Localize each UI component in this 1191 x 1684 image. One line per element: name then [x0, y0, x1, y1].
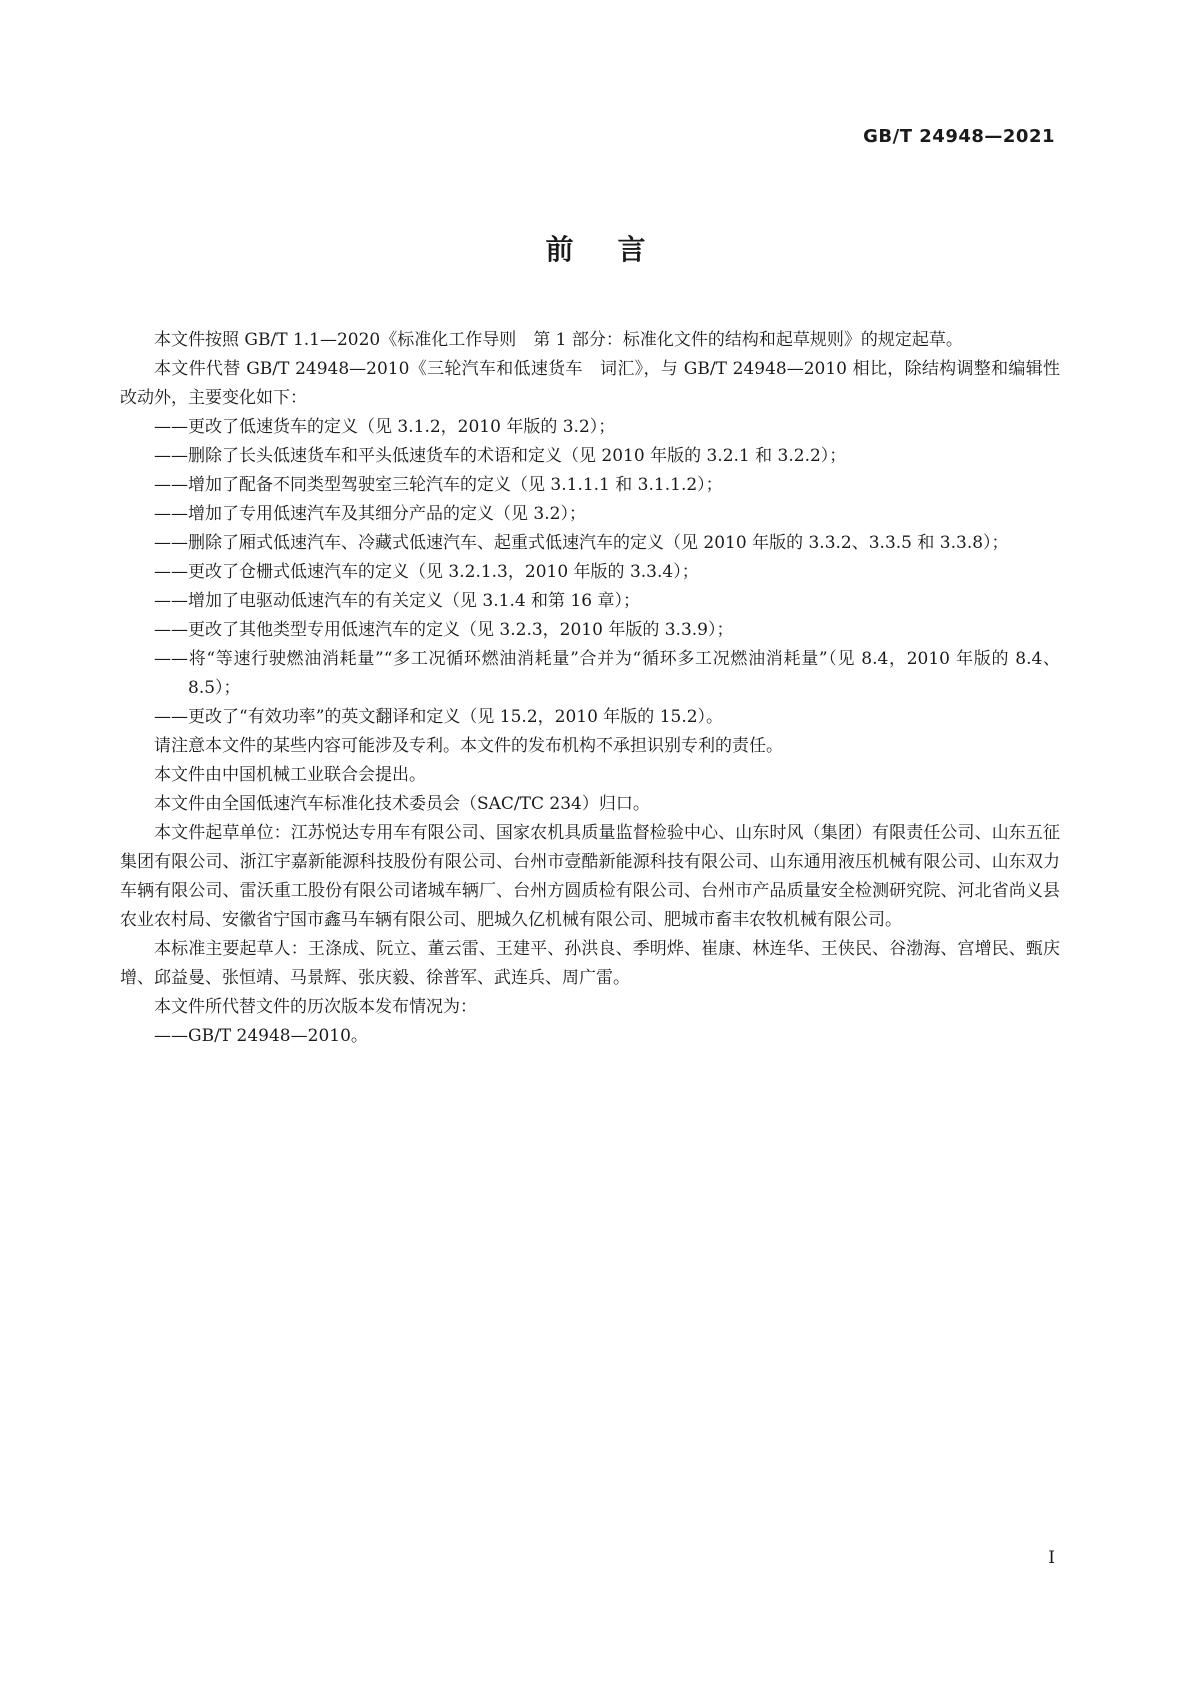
paragraph-drafting-units: 本文件起草单位：江苏悦达专用车有限公司、国家农机具质量监督检验中心、山东时风（集团）有限责任公司、山东五征集团有限公司、浙江宇嘉新能源科技股份有限公司、台州市壹酷新能源科技有限公司、山东通用液压机械有限公司、山东双力车辆有限公司、雷沃重工股份有限公司诸城车辆厂、台州方圆质检有限公司、台州市产品质量安全检测研究院、河北省尚义县农业农村局、安徽省宁国市鑫马车辆有限公司、肥城久亿机械有限公司、肥城市畜丰农牧机械有限公司。 — [120, 823, 1060, 930]
list-item: ——增加了配备不同类型驾驶室三轮汽车的定义（见 3.1.1.1 和 3.1.1.2）； — [154, 475, 723, 495]
list-item: ——增加了专用低速汽车及其细分产品的定义（见 3.2）； — [154, 504, 586, 524]
paragraph-replaces: 本文件代替 GB/T 24948—2010《三轮汽车和低速货车 词汇》，与 GB/T 24948—2010 相比，除结构调整和编辑性改动外，主要变化如下： — [120, 359, 1060, 408]
standard-number: GB/T 24948—2021 — [863, 126, 1055, 147]
list-item: ——GB/T 24948—2010。 — [154, 1026, 368, 1046]
history-list — [120, 1022, 1060, 1051]
list-item: ——更改了仓栅式低速汽车的定义（见 3.2.1.3，2010 年版的 3.3.4）； — [154, 562, 699, 582]
list-item: ——删除了长头低速货车和平头低速货车的术语和定义（见 2010 年版的 3.2.1 和 3.2.2）； — [154, 446, 847, 466]
list-item: ——删除了厢式低速汽车、冷藏式低速汽车、起重式低速汽车的定义（见 2010 年版的 3.3.2、3.3.5 和 3.3.8）； — [154, 533, 1009, 553]
list-item: ——更改了“有效功率”的英文翻译和定义（见 15.2，2010 年版的 15.2）。 — [154, 707, 724, 727]
foreword-body — [120, 326, 1060, 1051]
list-item: ——增加了电驱动低速汽车的有关定义（见 3.1.4 和第 16 章）； — [154, 591, 641, 611]
paragraph-patent-notice: 请注意本文件的某些内容可能涉及专利。本文件的发布机构不承担识别专利的责任。 — [154, 736, 783, 756]
list-item: ——更改了低速货车的定义（见 3.1.2，2010 年版的 3.2）； — [154, 417, 616, 437]
paragraph-managed-by: 本文件由全国低速汽车标准化技术委员会（SAC/TC 234）归口。 — [154, 794, 650, 814]
paragraph-history: 本文件所代替文件的历次版本发布情况为： — [154, 997, 477, 1017]
paragraph-proposed-by: 本文件由中国机械工业联合会提出。 — [154, 765, 426, 785]
list-item: ——更改了其他类型专用低速汽车的定义（见 3.2.3，2010 年版的 3.3.9）； — [154, 620, 734, 640]
list-item: ——将“等速行驶燃油消耗量”“多工况循环燃油消耗量”合并为“循环多工况燃油消耗量”（见 8.4，2010 年版的 8.4、8.5）； — [154, 649, 1060, 698]
paragraph-drafting-rules: 本文件按照 GB/T 1.1—2020《标准化工作导则 第 1 部分：标准化文件的结构和起草规则》的规定起草。 — [154, 330, 963, 350]
changes-list — [120, 413, 1060, 732]
paragraph-drafters: 本标准主要起草人：王涤成、阮立、董云雷、王建平、孙洪良、季明烨、崔康、林连华、王侠民、谷渤海、宫增民、甄庆增、邱益曼、张恒靖、马景辉、张庆毅、徐普军、武连兵、周广雷。 — [120, 939, 1060, 988]
page-number: I — [1048, 1548, 1055, 1568]
page-title: 前言 — [545, 233, 690, 266]
